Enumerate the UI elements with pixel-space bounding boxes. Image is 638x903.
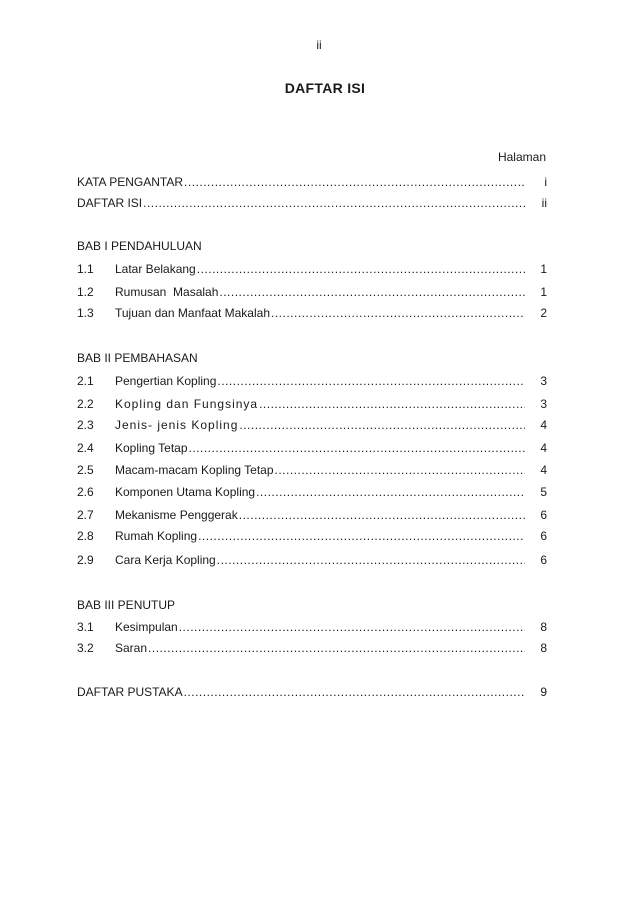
dot-leader <box>219 284 525 300</box>
chapter-heading-bab-iii: BAB III PENUTUP <box>77 598 176 612</box>
toc-entry-number: 2.7 <box>77 508 94 522</box>
toc-entry-page: 1 <box>540 285 547 299</box>
toc-entry-text: DAFTAR ISI <box>77 196 143 210</box>
toc-entry-text: Tujuan dan Manfaat Makalah <box>115 306 270 320</box>
toc-entry-page: 3 <box>540 374 547 388</box>
toc-entry-1-1[interactable] <box>77 261 547 277</box>
toc-entry-number: 2.4 <box>77 441 94 455</box>
page-number: ii <box>316 38 322 52</box>
toc-entry-number: 2.5 <box>77 463 94 477</box>
toc-entry-number: 2.3 <box>77 418 94 432</box>
toc-entry-1-2[interactable] <box>77 284 547 300</box>
toc-entry-number: 1.1 <box>77 262 94 276</box>
toc-entry-text: Saran <box>115 641 148 655</box>
toc-entry-number: 2.2 <box>77 397 94 411</box>
toc-entry-text: Kopling dan Fungsinya <box>115 397 259 411</box>
toc-entry-page: 6 <box>540 529 547 543</box>
toc-entry-number: 3.2 <box>77 641 94 655</box>
dot-leader <box>179 619 525 635</box>
dot-leader <box>198 528 525 544</box>
toc-entry-2-1[interactable] <box>77 373 547 389</box>
toc-entry-number: 3.1 <box>77 620 94 634</box>
toc-entry-page: 4 <box>540 418 547 432</box>
toc-entry-1-3[interactable] <box>77 305 547 321</box>
page-column-header: Halaman <box>497 150 546 164</box>
dot-leader <box>217 552 525 568</box>
toc-entry-3-2[interactable] <box>77 640 547 656</box>
dot-leader <box>184 684 525 700</box>
toc-entry-2-3[interactable] <box>77 417 547 433</box>
toc-entry-text: Rumah Kopling <box>115 529 198 543</box>
dot-leader <box>271 305 525 321</box>
toc-entry-daftar-isi[interactable] <box>77 195 547 211</box>
toc-entry-text: Komponen Utama Kopling <box>115 485 256 499</box>
toc-entry-number: 2.6 <box>77 485 94 499</box>
dot-leader <box>259 396 525 412</box>
dot-leader <box>256 484 525 500</box>
toc-entry-page: 8 <box>540 620 547 634</box>
toc-entry-2-7[interactable] <box>77 507 547 523</box>
toc-entry-text: KATA PENGANTAR <box>77 175 184 189</box>
toc-entry-text: Jenis- jenis Kopling <box>115 418 239 432</box>
toc-entry-number: 2.9 <box>77 553 94 567</box>
toc-entry-2-4[interactable] <box>77 440 547 456</box>
dot-leader <box>197 261 525 277</box>
toc-entry-kata-pengantar[interactable] <box>77 174 547 190</box>
toc-entry-2-2[interactable] <box>77 396 547 412</box>
toc-entry-page: 4 <box>540 463 547 477</box>
toc-entry-2-5[interactable] <box>77 462 547 478</box>
toc-entry-number: 1.3 <box>77 306 94 320</box>
toc-entry-2-6[interactable] <box>77 484 547 500</box>
toc-entry-number: 1.2 <box>77 285 94 299</box>
toc-entry-number: 2.8 <box>77 529 94 543</box>
toc-entry-text: Kopling Tetap <box>115 441 188 455</box>
toc-entry-page: i <box>544 175 547 189</box>
toc-entry-page: 6 <box>540 508 547 522</box>
dot-leader <box>143 195 525 211</box>
toc-entry-page: 5 <box>540 485 547 499</box>
toc-entry-text: Latar Belakang <box>115 262 196 276</box>
toc-entry-page: 4 <box>540 441 547 455</box>
toc-entry-3-1[interactable] <box>77 619 547 635</box>
toc-entry-text: Pengertian Kopling <box>115 374 217 388</box>
toc-entry-page: 6 <box>540 553 547 567</box>
dot-leader <box>217 373 525 389</box>
toc-entry-text: Macam-macam Kopling Tetap <box>115 463 274 477</box>
toc-entry-text: Kesimpulan <box>115 620 178 634</box>
toc-entry-page: 1 <box>540 262 547 276</box>
toc-entry-page: 3 <box>540 397 547 411</box>
toc-entry-number: 2.1 <box>77 374 94 388</box>
toc-entry-text: Cara Kerja Kopling <box>115 553 216 567</box>
dot-leader <box>239 507 525 523</box>
toc-entry-2-8[interactable] <box>77 528 547 544</box>
toc-entry-page: 2 <box>540 306 547 320</box>
dot-leader <box>275 462 525 478</box>
dot-leader <box>148 640 525 656</box>
chapter-heading-bab-i: BAB I PENDAHULUAN <box>77 239 202 253</box>
toc-entry-text: DAFTAR PUSTAKA <box>77 685 183 699</box>
toc-entry-page: 8 <box>540 641 547 655</box>
dot-leader <box>184 174 525 190</box>
page-title: DAFTAR ISI <box>284 80 366 96</box>
toc-entry-page: 9 <box>540 685 547 699</box>
toc-entry-daftar-pustaka[interactable] <box>77 684 547 700</box>
toc-entry-text: Mekanisme Penggerak <box>115 508 238 522</box>
toc-entry-page: ii <box>541 196 547 210</box>
chapter-heading-bab-ii: BAB II PEMBAHASAN <box>77 351 198 365</box>
dot-leader <box>239 417 525 433</box>
toc-entry-text: Rumusan Masalah <box>115 285 219 299</box>
dot-leader <box>189 440 525 456</box>
toc-entry-2-9[interactable] <box>77 552 547 568</box>
